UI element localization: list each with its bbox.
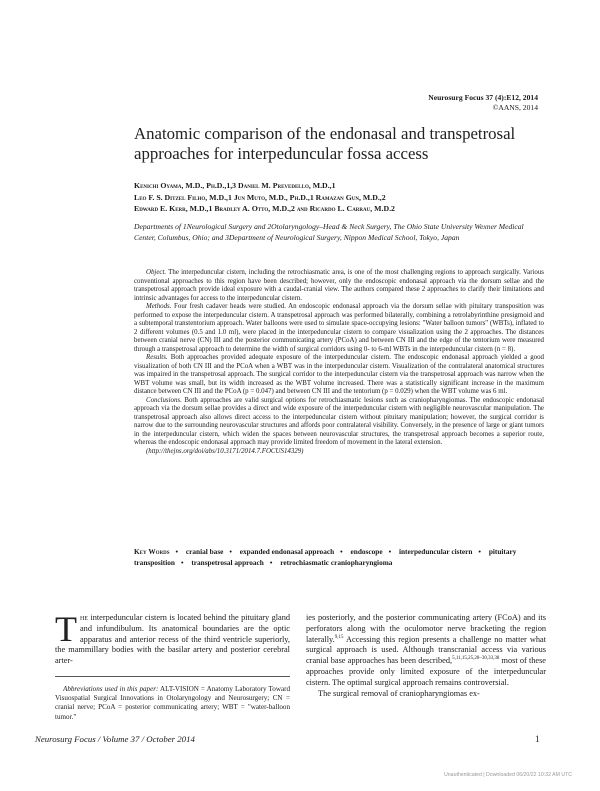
abstract-object-text: The interpeduncular cistern, including the retrochiasmatic area, is one of the most challenging regions to approach surgically. Various conventional approaches to this region have been described; however, only the endoscopic endonasal approach via the dorsum sellae and the transpetrosal approach provide ideal exposure with a caudal-cranial view. The authors compared these 2 approaches to clarify their limitations and intrinsic advantages for access to the interpeduncular cistern. <box>134 269 544 302</box>
body-right-text-4: The surgical removal of craniopharyngiomas ex- <box>318 688 480 698</box>
abstract-methods <box>134 303 544 354</box>
abbreviations-label: Abbreviations used in this paper: <box>63 685 159 693</box>
keyword: retrochiasmatic craniopharyngioma <box>280 558 393 567</box>
abstract-conclusions-text: Both approaches are valid surgical options for retrochiasmatic lesions such as craniopharyngiomas. The endoscopic endonasal approach via the dorsum sellae provides a direct and wide exposure of the interpeduncular cistern with negligible neurovascular manipulation. The transpetrosal approach also allows direct access to the interpeduncular cistern without pituitary manipulation; however, the surgical corridor is narrow due to the surrounding neurovascular structures and affords poor contralateral visibility. Conversely, in the presence of large or giant tumors in the interpeduncular cistern, which widen the spaces between neurovascular structures, the transpetrosal approach becomes a superior route, whereas the endoscopic endonasal approach may provide limited freedom of movement in the lateral extension. <box>134 396 544 446</box>
abstract-results-text: Both approaches provided adequate exposure of the interpeduncular cistern. The endoscopic endonasal approach yielded a good visualization of both CN III and the PCoA when a WBT was in the interpeduncular cistern. Visualization of the contralateral anatomical structures was impaired in the transpetrosal approach. The surgical corridor to the interpeduncular cistern via the transpetrosal approach was narrow when the WBT volume was small, but its width increased as the WBT volume increased. There was a statistically significant increase in the maximum distance between CN III and the PCoA (p = 0.047) and between CN III and the tentorium (p = 0.029) when the WBT volume was 6 ml. <box>134 354 544 395</box>
keywords: Key Words • cranial base • expanded endonasal approach • endoscope • interpeduncular cistern • pituitary transposition • transpetrosal approach • retrochiasmatic craniopharyngioma <box>134 547 517 567</box>
body-left-text: interpeduncular cistern is located behind the pituitary gland and infundibulum. Its anatomical boundaries are the optic apparatus and anterior recess of the third ventricle superiorly, the mammillary bodies with the basilar artery and posterior cerebral arter- <box>55 613 290 666</box>
keyword: cranial base <box>185 547 224 556</box>
keyword: interpeduncular cistern <box>398 547 473 556</box>
footnote-divider <box>55 676 290 677</box>
keyword: transpetrosal approach <box>191 558 264 567</box>
author-line-1: Kenichi Oyama, M.D., Ph.D.,1,3 Daniel M. Prevedello, M.D.,1 <box>134 181 336 190</box>
download-stamp: Unauthenticated | Downloaded 06/20/22 10:32 AM UTC <box>444 772 572 778</box>
author-line-2: Leo F. S. Ditzel Filho, M.D.,1 Jun Muto, M.D., Ph.D.,1 Ramazan Gun, M.D.,2 <box>134 192 386 202</box>
abbreviations-text: ALT-VISION = Anatomy Laboratory Toward Visuospatial Surgical Innovations in Otolaryngology and Neurosurgery; CN = cranial nerve; PCoA = posterior communicating artery; WBT = "water-balloon tumor." <box>55 685 290 721</box>
affiliations: Departments of 1Neurological Surgery and 2Otolaryngology–Head & Neck Surgery, The Ohio State University Wexner Medical Center, Columbus, Ohio; and 3Department of Neurological Surgery, Nippon Medical School, Tokyo, Japan <box>134 222 524 242</box>
doi-link[interactable] <box>134 448 544 457</box>
abstract-object <box>134 269 544 303</box>
abstract-results <box>134 354 544 397</box>
body-right-column <box>306 613 546 699</box>
abbreviations-footnote <box>55 685 290 722</box>
drop-cap: T <box>55 609 77 649</box>
keyword: pituitary transposition <box>134 547 517 567</box>
abstract-methods-text: Four fresh cadaver heads were studied. An endoscopic endonasal approach via the dorsum sellae with pituitary transposition was performed to expose the interpeduncular cistern. A transpetrosal approach was performed bilaterally, combining a retrolabyrinthine presigmoid and a subtemporal transtentorium approach. Water balloons were used to simulate space-occupying lesions: "Water balloon tumors" (WBTs), inflated to 2 different volumes (0.5 and 1.0 ml), were placed in the interpeduncular cistern to compare visualization using the 2 approaches. The distances between cranial nerve (CN) III and the posterior communicating artery (PCoA) and between CN III and the edge of the tentorium were measured through a transpetrosal approach to determine the width of surgical corridors using 0- to 6-ml WBTs in the interpeduncular cistern (n = 8). <box>134 303 544 353</box>
journal-citation: Neurosurg Focus 37 (4):E12, 2014 <box>428 93 538 102</box>
body-right-text-1: ies posteriorly, and the posterior communicating artery (FCoA) and its perforators along with the oculomotor nerve bracketing the region laterally. <box>306 613 546 644</box>
body-left-column <box>55 609 290 667</box>
keywords-label: Key Words <box>134 547 170 556</box>
journal-reference <box>428 93 538 113</box>
body-right-text-3: most of these approaches provide only limited exposure of the interpeduncular cistern. The optimal surgical approach remains controversial. <box>306 656 546 687</box>
article-title: Anatomic comparison of the endonasal and transpetrosal approaches for interpeduncular fossa access <box>134 124 516 163</box>
abstract-results-label: Results. <box>146 354 168 361</box>
keyword: endoscope <box>350 547 383 556</box>
citation-ref: 9,15 <box>334 634 344 640</box>
author-list <box>134 180 554 215</box>
keyword: expanded endonasal approach <box>239 547 335 556</box>
abstract <box>134 269 544 456</box>
doi-text[interactable]: (http://thejns.org/doi/abs/10.3171/2014.7.FOCUS14329) <box>146 447 304 455</box>
copyright: ©AANS, 2014 <box>492 103 538 112</box>
citation-ref: 5,11,15,25,28–30,33,38 <box>452 656 500 662</box>
footer-journal: Neurosurg Focus / Volume 37 / October 2014 <box>35 734 195 744</box>
author-line-3: Edward E. Kerr, M.D.,1 Bradley A. Otto, M.D.,2 and Ricardo L. Carrau, M.D.2 <box>134 204 395 213</box>
abstract-conclusions <box>134 397 544 448</box>
abstract-object-label: Object. <box>146 269 167 276</box>
body-right-text-2: Accessing this region presents a challenge no matter what surgical approach is used. Although transcranial access via various cranial base approaches has been described, <box>306 634 546 666</box>
abstract-methods-label: Methods. <box>146 303 172 310</box>
lead-word: he <box>80 613 88 622</box>
page-number: 1 <box>535 734 540 744</box>
abstract-conclusions-label: Conclusions. <box>146 396 182 404</box>
